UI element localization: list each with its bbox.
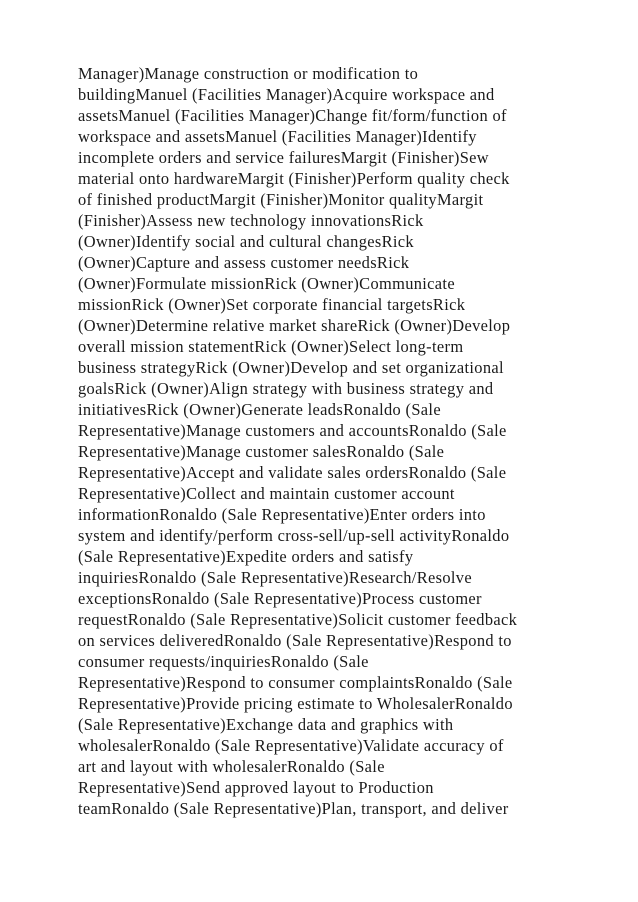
text-line: assetsManuel (Facilities Manager)Change fit/form/function of: [78, 106, 507, 125]
text-line: material onto hardwareMargit (Finisher)Perform quality check: [78, 169, 510, 188]
text-line: system and identify/perform cross-sell/up-sell activityRonaldo: [78, 526, 510, 545]
body-text: [78, 63, 618, 819]
text-line: initiativesRick (Owner)Generate leadsRonaldo (Sale: [78, 400, 441, 419]
text-line: incomplete orders and service failuresMargit (Finisher)Sew: [78, 148, 489, 167]
text-line: (Owner)Determine relative market shareRick (Owner)Develop: [78, 316, 511, 335]
text-line: workspace and assetsManuel (Facilities Manager)Identify: [78, 127, 477, 146]
text-line: Representative)Collect and maintain customer account: [78, 484, 455, 503]
text-line: (Owner)Capture and assess customer needsRick: [78, 253, 410, 272]
text-line: wholesalerRonaldo (Sale Representative)Validate accuracy of: [78, 736, 504, 755]
text-line: Representative)Provide pricing estimate to WholesalerRonaldo: [78, 694, 513, 713]
text-line: Representative)Manage customers and accountsRonaldo (Sale: [78, 421, 507, 440]
text-line: buildingManuel (Facilities Manager)Acquire workspace and: [78, 85, 495, 104]
text-line: inquiriesRonaldo (Sale Representative)Research/Resolve: [78, 568, 472, 587]
text-line: (Sale Representative)Exchange data and graphics with: [78, 715, 454, 734]
text-line: (Sale Representative)Expedite orders and satisfy: [78, 547, 414, 566]
text-line: Representative)Accept and validate sales ordersRonaldo (Sale: [78, 463, 507, 482]
text-line: of finished productMargit (Finisher)Monitor qualityMargit: [78, 190, 484, 209]
text-line: (Owner)Formulate missionRick (Owner)Communicate: [78, 274, 455, 293]
text-line: requestRonaldo (Sale Representative)Solicit customer feedback: [78, 610, 518, 629]
text-line: Representative)Manage customer salesRonaldo (Sale: [78, 442, 445, 461]
text-line: (Owner)Identify social and cultural changesRick: [78, 232, 414, 251]
text-line: on services deliveredRonaldo (Sale Representative)Respond to: [78, 631, 512, 650]
text-line: teamRonaldo (Sale Representative)Plan, transport, and deliver: [78, 799, 509, 818]
text-line: exceptionsRonaldo (Sale Representative)Process customer: [78, 589, 482, 608]
text-line: Manager)Manage construction or modification to: [78, 64, 419, 83]
text-line: consumer requests/inquiriesRonaldo (Sale: [78, 652, 369, 671]
text-line: (Finisher)Assess new technology innovationsRick: [78, 211, 424, 230]
text-line: goalsRick (Owner)Align strategy with business strategy and: [78, 379, 494, 398]
text-line: business strategyRick (Owner)Develop and set organizational: [78, 358, 504, 377]
text-line: overall mission statementRick (Owner)Select long-term: [78, 337, 464, 356]
text-line: art and layout with wholesalerRonaldo (Sale: [78, 757, 385, 776]
text-line: missionRick (Owner)Set corporate financial targetsRick: [78, 295, 466, 314]
text-line: informationRonaldo (Sale Representative)Enter orders into: [78, 505, 486, 524]
text-line: Representative)Send approved layout to Production: [78, 778, 434, 797]
text-line: Representative)Respond to consumer complaintsRonaldo (Sale: [78, 673, 513, 692]
